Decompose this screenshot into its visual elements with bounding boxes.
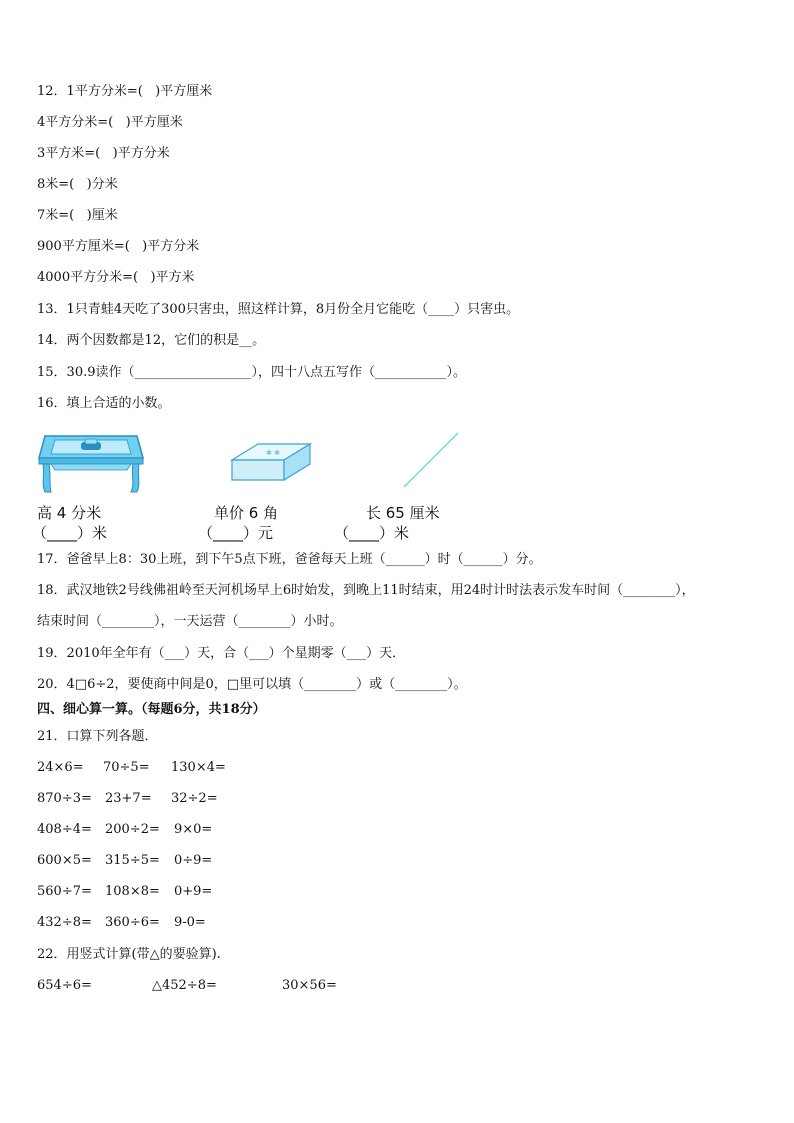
q21-item: 0+9= (174, 884, 213, 899)
q21-item: 0÷9= (174, 853, 213, 868)
q21-item: 600×5= (37, 853, 92, 868)
q12-line-3: 3平方米=( )平方分米 (37, 146, 170, 161)
q12-line-6: 900平方厘米=( )平方分米 (37, 239, 200, 254)
line-segment-icon (400, 430, 462, 490)
question-22-title: 22．用竖式计算(带△的要验算). (37, 947, 221, 962)
q21-item: 130×4= (171, 760, 226, 775)
q21-item: 32÷2= (171, 791, 218, 806)
q12-line-2: 4平方分米=( )平方厘米 (37, 115, 183, 130)
question-21-title: 21．口算下列各题． (37, 729, 158, 744)
q16-caption-table: 高 4 分米 (37, 504, 102, 522)
q16-answer-line: （____）米 (334, 524, 410, 542)
q21-item: 108×8= (105, 884, 160, 899)
q22-item: 30×56= (282, 978, 337, 993)
q12-line-5: 7米=( )厘米 (37, 208, 118, 223)
q16-caption-eraser: 单价 6 角 (214, 504, 279, 522)
question-16-title: 16．填上合适的小数。 (37, 396, 171, 411)
q21-item: 23+7= (105, 791, 152, 806)
table-icon (37, 428, 145, 496)
q21-item: 70÷5= (103, 760, 150, 775)
q16-answer-eraser: （____）元 (198, 524, 274, 542)
question-18-line-2: 结束时间（________），一天运营（________）小时。 (37, 614, 343, 629)
q12-line-7: 4000平方分米=( )平方米 (37, 270, 195, 285)
q12-line-4: 8米=( )分米 (37, 177, 118, 192)
question-19: 19．2010年全年有（___）天，合（___）个星期零（___）天． (37, 646, 406, 661)
question-18-line-1: 18．武汉地铁2号线佛祖岭至天河机场早上6时始发，到晚上11时结束，用24时计时法表示发车时间（________）， (37, 583, 695, 598)
q21-item: 9×0= (174, 822, 213, 837)
svg-text:✱ ✱: ✱ ✱ (266, 449, 280, 457)
q21-item: 560÷7= (37, 884, 92, 899)
q21-item: 9-0= (174, 915, 206, 930)
question-20: 20．4□6÷2，要使商中间是0，□里可以填（________）或（________）。 (37, 677, 467, 692)
q21-item: 200÷2= (105, 822, 160, 837)
q21-item: 870÷3= (37, 791, 92, 806)
q16-answer-table: （____）米 (32, 524, 108, 542)
q16-caption-line: 长 65 厘米 (366, 504, 440, 522)
question-13: 13．1只青蛙4天吃了300只害虫，照这样计算，8月份全月它能吃（____）只害虫。 (37, 302, 520, 317)
q21-item: 315÷5= (105, 853, 160, 868)
q22-item: △452÷8= (152, 978, 217, 993)
q22-item: 654÷6= (37, 978, 92, 993)
section-4-heading: 四、细心算一算。（每题6分，共18分） (37, 702, 266, 717)
question-14: 14．两个因数都是12，它们的积是__。 (37, 333, 266, 348)
q21-item: 408÷4= (37, 822, 92, 837)
q21-item: 360÷6= (105, 915, 160, 930)
q12-line-1: 12．1平方分米=( )平方厘米 (37, 84, 213, 99)
q21-item: 24×6= (37, 760, 84, 775)
eraser-icon (230, 438, 312, 484)
q21-item: 432÷8= (37, 915, 92, 930)
question-17: 17．爸爸早上8：30上班，到下午5点下班，爸爸每天上班（______）时（______）分。 (37, 552, 542, 567)
question-15: 15．30.9读作（__________________），四十八点五写作（___________）。 (37, 365, 466, 380)
